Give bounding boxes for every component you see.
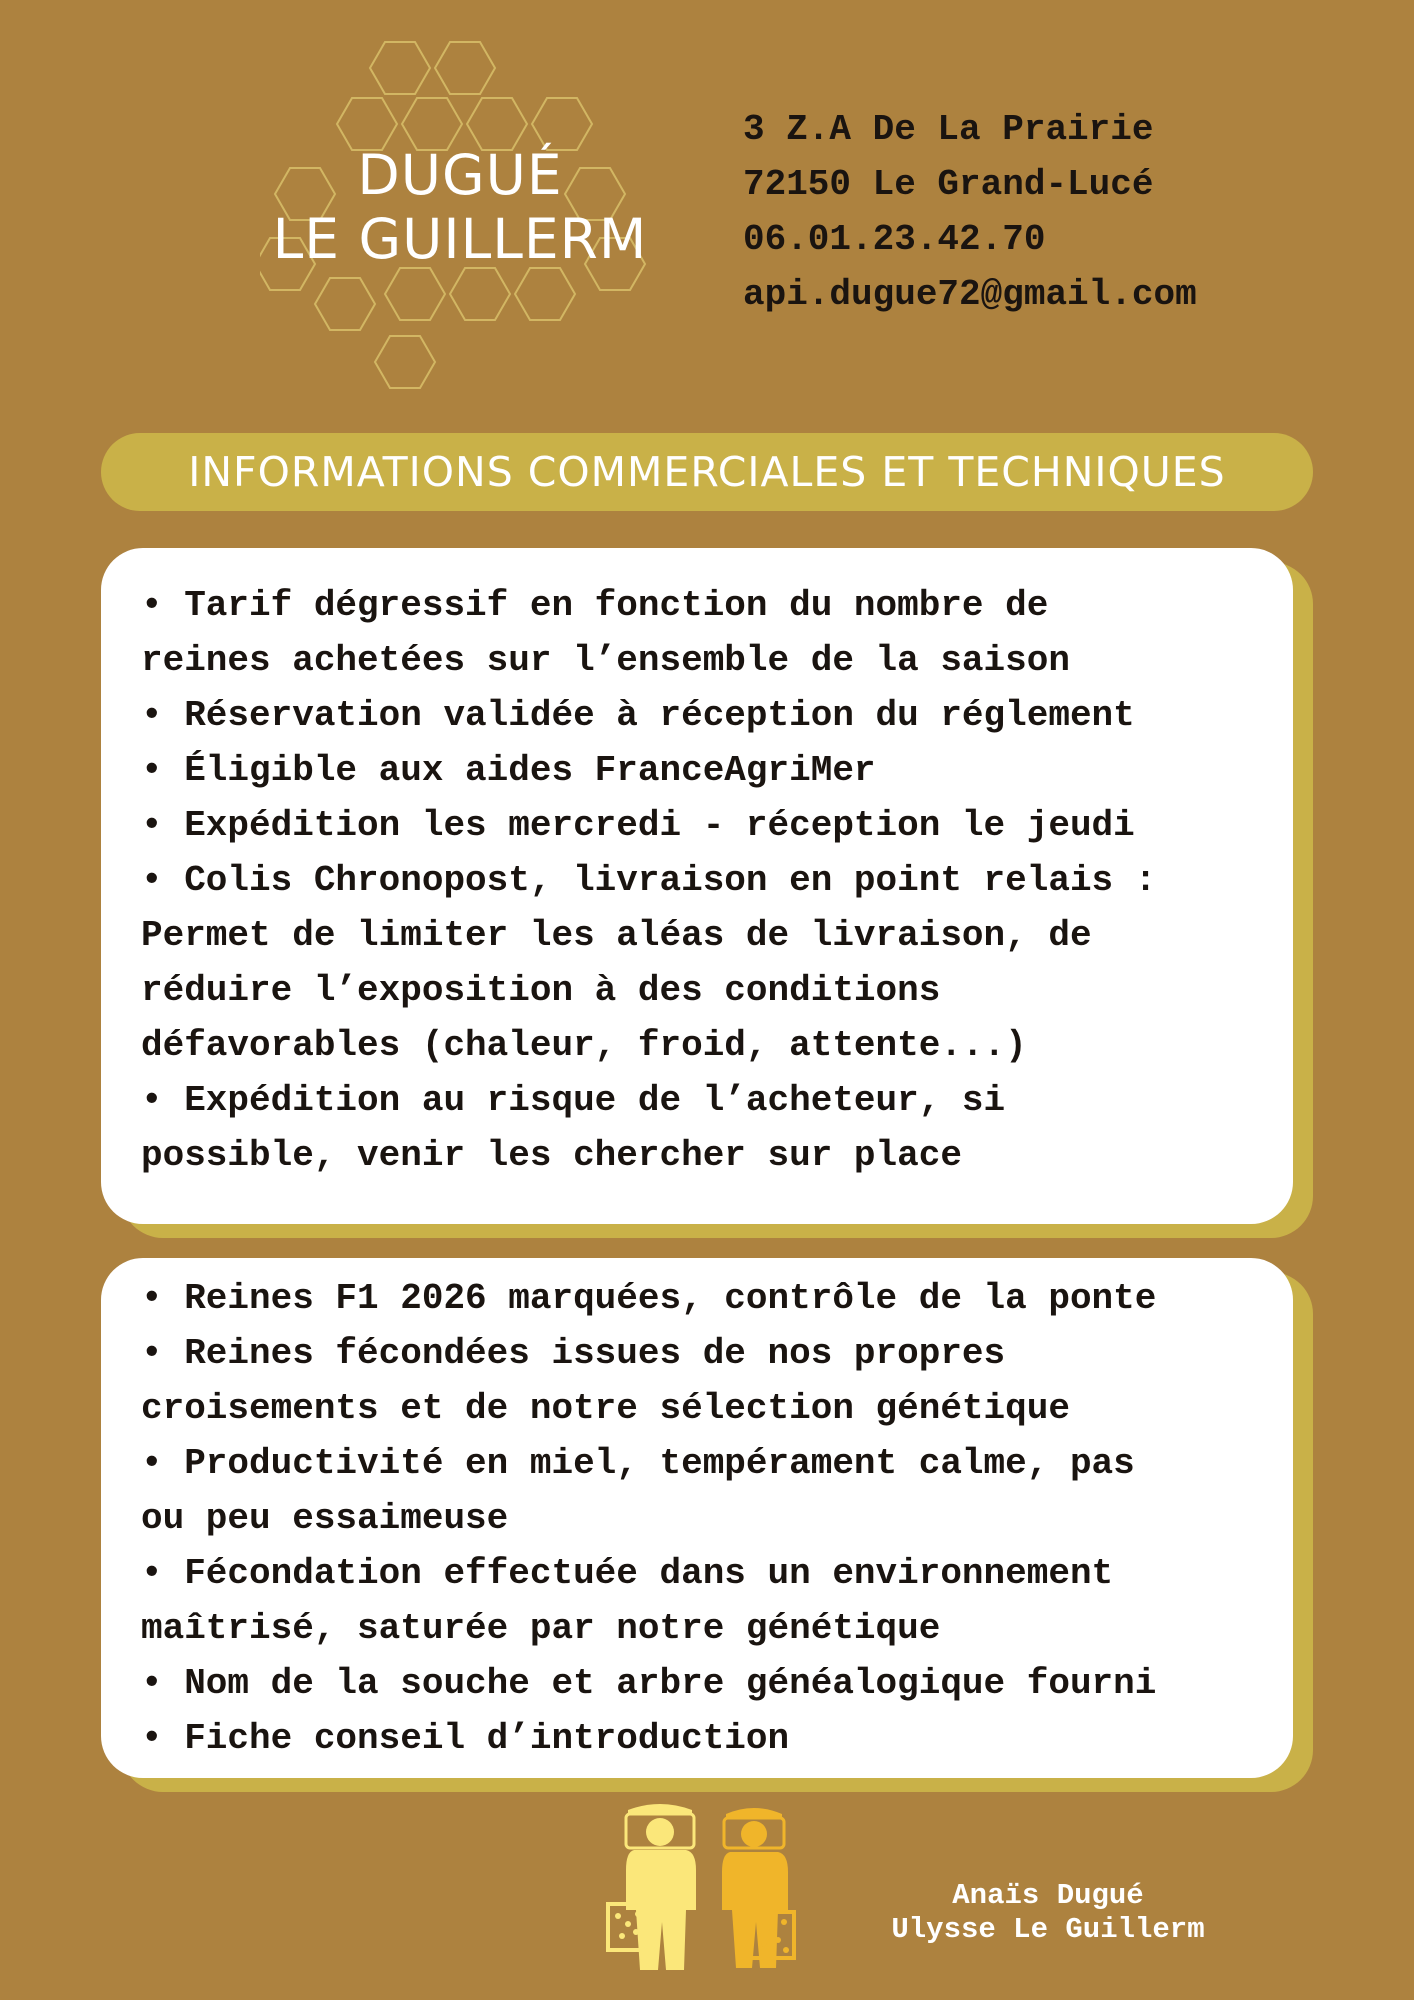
list-item: • Reines fécondées issues de nos propres <box>141 1333 1006 1374</box>
section-banner: INFORMATIONS COMMERCIALES ET TECHNIQUES <box>101 433 1313 511</box>
list-item: maîtrisé, saturée par notre génétique <box>141 1608 941 1649</box>
list-item: • Expédition au risque de l’acheteur, si <box>141 1080 1006 1121</box>
list-item: • Reines F1 2026 marquées, contrôle de la ponte <box>141 1278 1157 1319</box>
beekeepers-icon <box>600 1800 820 1972</box>
owner-names <box>848 1879 1248 1947</box>
list-item: réduire l’exposition à des conditions <box>141 970 941 1011</box>
contact-info <box>743 102 1197 322</box>
list-item: • Fiche conseil d’introduction <box>141 1718 790 1759</box>
card-body <box>101 1258 1293 1778</box>
address-line2: 72150 Le Grand-Lucé <box>743 164 1154 205</box>
list-item: • Colis Chronopost, livraison en point relais : <box>141 860 1157 901</box>
list-item: croisements et de notre sélection génétique <box>141 1388 1070 1429</box>
list-item: • Expédition les mercredi - réception le jeudi <box>141 805 1135 846</box>
brand-name-line2: LE GUILLERM <box>272 207 648 271</box>
brand-name <box>260 143 660 271</box>
list-item: possible, venir les chercher sur place <box>141 1135 962 1176</box>
owner-name-2: Ulysse Le Guillerm <box>891 1913 1205 1946</box>
list-item: défavorables (chaleur, froid, attente...) <box>141 1025 1027 1066</box>
card-body <box>101 548 1293 1224</box>
list-item: reines achetées sur l’ensemble de la saison <box>141 640 1070 681</box>
list-item: ou peu essaimeuse <box>141 1498 509 1539</box>
email-address[interactable]: api.dugue72@gmail.com <box>743 274 1197 315</box>
logo <box>260 38 660 398</box>
list-item: • Réservation validée à réception du réglement <box>141 695 1135 736</box>
list-item: • Nom de la souche et arbre généalogique fourni <box>141 1663 1157 1704</box>
list-item: • Productivité en miel, tempérament calme, pas <box>141 1443 1135 1484</box>
address-line1: 3 Z.A De La Prairie <box>743 109 1154 150</box>
owner-name-1: Anaïs Dugué <box>952 1879 1144 1912</box>
phone-number: 06.01.23.42.70 <box>743 219 1046 260</box>
beekeeper-right <box>722 1808 794 1968</box>
list-item: • Tarif dégressif en fonction du nombre de <box>141 585 1049 626</box>
list-item: • Éligible aux aides FranceAgriMer <box>141 750 876 791</box>
brand-name-line1: DUGUÉ <box>357 143 563 207</box>
beekeeper-left <box>608 1804 696 1970</box>
list-item: Permet de limiter les aléas de livraison, de <box>141 915 1092 956</box>
list-item: • Fécondation effectuée dans un environnement <box>141 1553 1114 1594</box>
